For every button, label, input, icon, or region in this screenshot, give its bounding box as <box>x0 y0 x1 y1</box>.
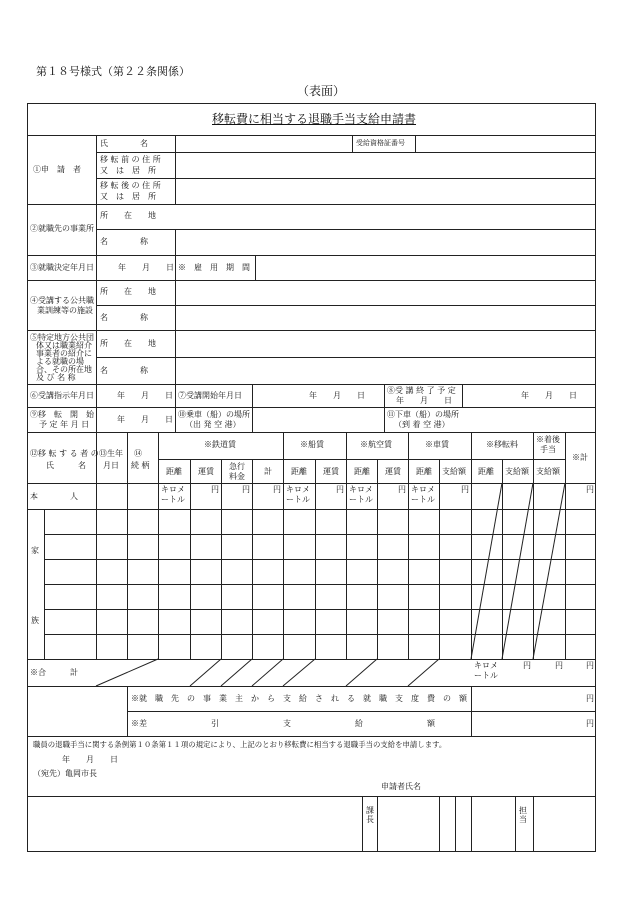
instruction-date-ymd: 年 月 日 <box>117 391 173 400</box>
form-title: 移転費に相当する退職手当支給申請書 <box>212 112 417 126</box>
declaration-date: 年 月 日 <box>62 755 118 764</box>
course-start-label: ⑦受講開始年月日 <box>178 391 242 400</box>
arrival-allowance-header: ※着後 <box>536 435 560 444</box>
moving-km-unit-2: ートル <box>474 671 498 680</box>
car-paid-header: 支給額 <box>442 467 466 476</box>
moving-km-unit: キロメ <box>474 661 498 670</box>
boarding-place-label: ⑩乗車（船）の場所 <box>178 410 250 419</box>
rail-distance-header: 距離 <box>166 467 182 476</box>
move-start-label: ⑨移 転 開 始 <box>30 410 94 419</box>
total-yen: 円 <box>586 485 594 494</box>
arrival-paid-header: 支給額 <box>536 467 560 476</box>
birth-label-2: 月日 <box>103 461 119 470</box>
alighting-place-label-2: （到 着 空 港） <box>394 420 450 429</box>
rail-fare-yen: 円 <box>211 485 219 494</box>
relation-label: ⑭ <box>134 449 142 458</box>
air-fare-yen: 円 <box>398 485 406 494</box>
air-km-unit-2: ートル <box>349 495 373 504</box>
form-number: 第１８号様式（第２２条関係） <box>36 65 190 78</box>
facility-label-2: 業訓練等の施設 <box>37 306 93 315</box>
car-paid-yen: 円 <box>461 485 469 494</box>
rail-fare-subheader: 運賃 <box>198 467 214 476</box>
moving-paid-yen: 円 <box>523 661 531 670</box>
facility-label: ④受講する公共職 <box>30 296 94 305</box>
agency-label-5: 合、その所在地 <box>36 365 92 374</box>
decision-date-ymd: 年 月 日 <box>118 263 174 272</box>
side-label: （表面） <box>297 84 346 98</box>
air-fare-header: ※航空賃 <box>360 440 392 449</box>
rail-subtotal-yen: 円 <box>273 485 281 494</box>
birth-label: ⑬生年 <box>99 449 123 458</box>
rail-km-unit: キロメ <box>161 485 185 494</box>
air-distance-header: 距離 <box>354 467 370 476</box>
alighting-place-label: ⑪下車（船）の場所 <box>387 410 459 419</box>
air-km-unit: キロメ <box>349 485 373 494</box>
self-row-label: 本 人 <box>30 492 78 501</box>
car-km-unit: キロメ <box>411 485 435 494</box>
ship-distance-header: 距離 <box>291 467 307 476</box>
agency-label: ⑤特定地方公共団 <box>30 333 94 342</box>
support-yen: 円 <box>586 694 594 703</box>
decision-date-label: ③就職決定年月日 <box>30 263 94 272</box>
employer-address-label: 所 在 地 <box>100 211 156 220</box>
sum-total-yen: 円 <box>586 661 594 670</box>
course-start-ymd: 年 月 日 <box>309 391 365 400</box>
applicant-name-signature: 申請者氏名 <box>381 782 421 791</box>
total-header: ※計 <box>572 453 588 462</box>
express-fee-header-2: 料金 <box>229 472 245 481</box>
ship-km-unit: キロメ <box>286 485 310 494</box>
employer-section-label: ②就職先の事業所 <box>30 224 94 233</box>
moving-distance-header: 距離 <box>478 467 494 476</box>
family-label: 家 <box>31 546 39 555</box>
mover-label: ⑫移 転 す る 者 の <box>30 449 99 458</box>
express-yen: 円 <box>242 485 250 494</box>
course-end-label: ⑧受 講 終 了 予 定 <box>387 386 456 395</box>
car-distance-header: 距離 <box>416 467 432 476</box>
ship-fare-yen: 円 <box>336 485 344 494</box>
course-end-ymd: 年 月 日 <box>521 391 577 400</box>
agency-name-label: 名 称 <box>100 366 148 375</box>
applicant-name-label: 氏 名 <box>100 139 148 148</box>
rail-subtotal-header: 計 <box>264 467 272 476</box>
staff-stamp-label: 担当 <box>519 806 527 824</box>
support-amount-label: ※就 職 先 の 事 業 主 か ら 支 給 さ れ る 就 職 支 度 費 の 額 <box>131 694 467 703</box>
moving-paid-header: 支給額 <box>505 467 529 476</box>
car-fare-header: ※車賃 <box>425 440 449 449</box>
address-before-label-2: 又 は 居 所 <box>100 166 156 175</box>
move-start-ymd: 年 月 日 <box>117 415 173 424</box>
course-end-label-2: 年 月 日 <box>396 396 452 405</box>
ship-km-unit-2: ートル <box>286 495 310 504</box>
address-after-label-2: 又 は 居 所 <box>100 192 156 201</box>
rail-km-unit-2: ートル <box>161 495 185 504</box>
employer-name-label: 名 称 <box>100 237 148 246</box>
facility-name-label: 名 称 <box>100 313 148 322</box>
car-km-unit-2: ートル <box>411 495 435 504</box>
declaration-text: 職員の退職手当に関する条例第１０条第１１項の規定により、上記のとおり移転費に相当する退職手当の支給を申請します。 <box>33 740 447 749</box>
air-fare-subheader: 運賃 <box>385 467 401 476</box>
moving-allowance-header: ※移転料 <box>486 440 518 449</box>
mover-label-2: 氏 名 <box>46 461 86 470</box>
address-after-label: 移 転 後 の 住 所 <box>100 181 161 190</box>
chief-stamp-label: 課長 <box>366 806 374 824</box>
instruction-date-label: ⑥受講指示年月日 <box>30 391 94 400</box>
facility-address-label: 所 在 地 <box>100 287 156 296</box>
arrival-paid-yen: 円 <box>555 661 563 670</box>
family-label-2: 族 <box>31 616 39 625</box>
agency-label-6: 及 び 名 称 <box>36 373 76 382</box>
applicant-section-label: ①申 請 者 <box>33 165 81 174</box>
address-before-label: 移 転 前 の 住 所 <box>100 155 161 164</box>
agency-address-label: 所 在 地 <box>100 339 156 348</box>
boarding-place-label-2: （出 発 空 港） <box>185 420 241 429</box>
net-amount-label: ※差 引 支 給 額 <box>131 719 435 728</box>
rail-fare-header: ※鉄道賃 <box>204 440 236 449</box>
arrival-allowance-header-2: 手当 <box>540 445 556 454</box>
cert-number-label: 受給資格証番号 <box>356 139 405 147</box>
move-start-label-2: 予 定 年 月 日 <box>39 420 90 429</box>
relation-label-2: 続 柄 <box>131 461 150 470</box>
express-fee-header: 急行 <box>229 462 245 471</box>
ship-fare-header: ※船賃 <box>300 440 324 449</box>
sum-row-label: ※合 計 <box>30 668 78 677</box>
net-yen: 円 <box>586 719 594 728</box>
agency-label-4: よる就職の場 <box>36 357 84 366</box>
ship-fare-subheader: 運賃 <box>323 467 339 476</box>
agency-label-3: 事業者の紹介に <box>36 349 92 358</box>
agency-label-2: 体又は職業紹介 <box>36 341 92 350</box>
employment-period-label: ※ 雇 用 期 間 <box>178 263 250 272</box>
addressee: （宛先）亀岡市長 <box>33 769 97 778</box>
